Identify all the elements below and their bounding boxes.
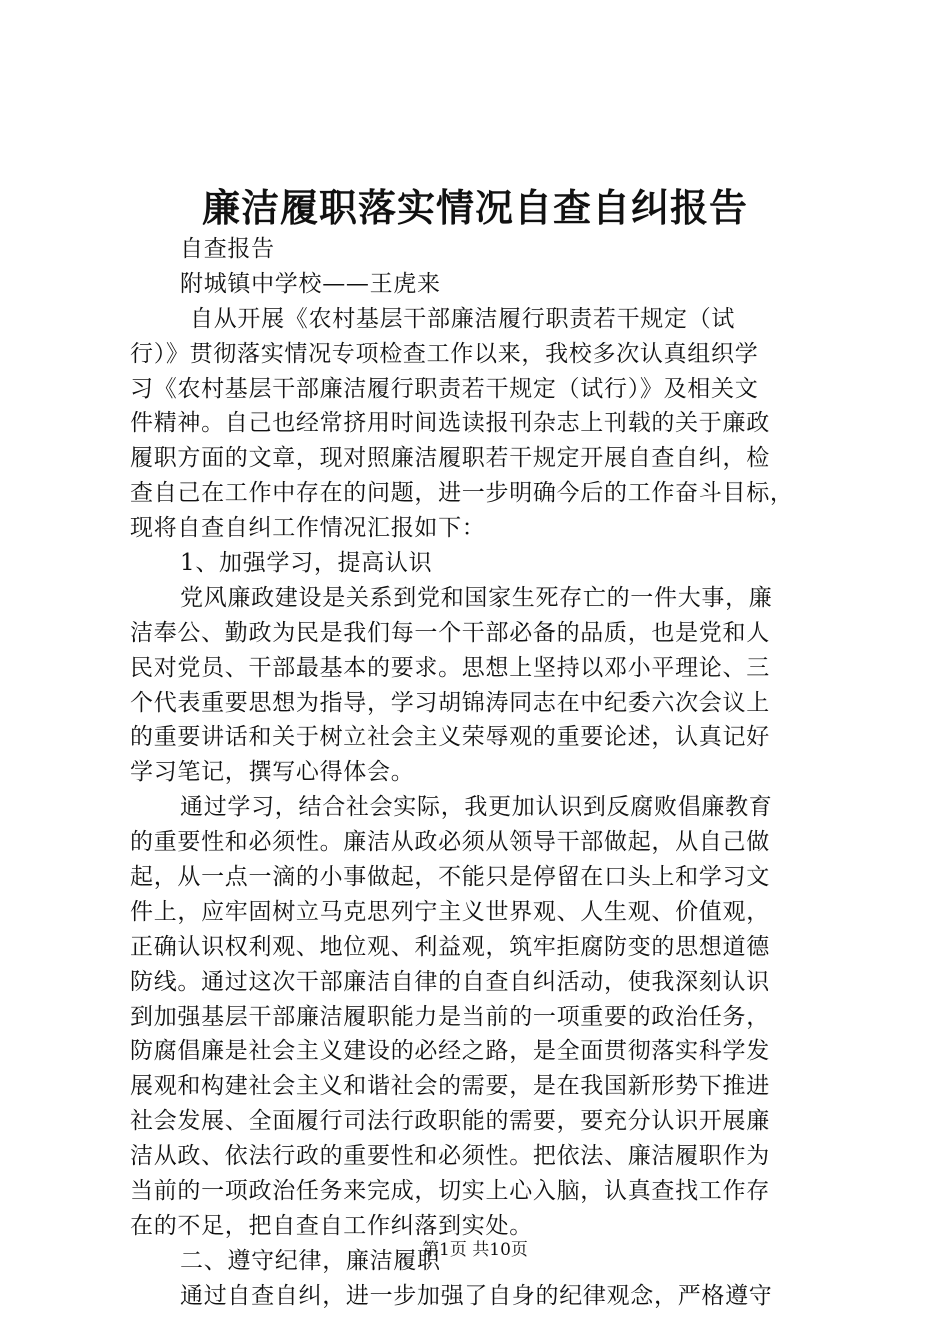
text-line: 履职方面的文章，现对照廉洁履职若干规定开展自查自纠，检: [130, 445, 770, 472]
text-line: 展观和构建社会主义和谐社会的需要，是在我国新形势下推进: [130, 1073, 770, 1100]
text-line: 现将自查自纠工作情况汇报如下：: [130, 515, 486, 542]
text-line: 件精神。自己也经常挤用时间选读报刊杂志上刊载的关于廉政: [130, 410, 770, 437]
text-line: 防线。通过这次干部廉洁自律的自查自纠活动，使我深刻认识: [130, 968, 770, 995]
document-title: 廉洁履职落实情况自查自纠报告: [201, 185, 748, 230]
text-line: 1、加强学习，提高认识: [180, 550, 433, 577]
text-line: 自从开展《农村基层干部廉洁履行职责若干规定（试: [190, 305, 736, 332]
text-line: 正确认识权利观、地位观、利益观，筑牢拒腐防变的思想道德: [130, 933, 770, 960]
text-line: 起，从一点一滴的小事做起，不能只是停留在口头上和学习文: [130, 864, 770, 891]
text-line: 的重要性和必须性。廉洁从政必须从领导干部做起，从自己做: [130, 829, 770, 856]
text-line: 通过自查自纠，进一步加强了自身的纪律观念，严格遵守: [180, 1282, 773, 1309]
document-body: [130, 232, 828, 1314]
page-footer: 第1页 共10页: [422, 1240, 528, 1260]
text-line: 二、遵守纪律，廉洁履职: [180, 1247, 441, 1274]
text-line: 到加强基层干部廉洁履职能力是当前的一项重要的政治任务，: [130, 1003, 770, 1030]
text-line: 洁从政、依法行政的重要性和必须性。把依法、廉洁履职作为: [130, 1143, 770, 1170]
text-line: 自查报告: [180, 236, 275, 262]
text-line: 行）》贯彻落实情况专项检查工作以来，我校多次认真组织学: [130, 340, 759, 367]
text-line: 在的不足，把自查自工作纠落到实处。: [130, 1212, 533, 1239]
text-line: 个代表重要思想为指导，学习胡锦涛同志在中纪委六次会议上: [130, 689, 770, 716]
text-line: 防腐倡廉是社会主义建设的必经之路，是全面贯彻落实科学发: [130, 1038, 770, 1065]
text-line: 通过学习，结合社会实际，我更加认识到反腐败倡廉教育: [180, 794, 773, 821]
text-line: 的重要讲话和关于树立社会主义荣辱观的重要论述，认真记好: [130, 724, 770, 751]
text-line: 洁奉公、勤政为民是我们每一个干部必备的品质，也是党和人: [130, 619, 770, 646]
text-line: 习《农村基层干部廉洁履行职责若干规定（试行）》及相关文: [130, 375, 759, 402]
text-line: 民对党员、干部最基本的要求。思想上坚持以邓小平理论、三: [130, 654, 770, 681]
text-line: 学习笔记，撰写心得体会。: [130, 759, 415, 786]
text-line: 社会发展、全面履行司法行政职能的需要，要充分认识开展廉: [130, 1108, 770, 1135]
text-line: 当前的一项政治任务来完成，切实上心入脑，认真查找工作存: [130, 1178, 770, 1205]
text-line: 党风廉政建设是关系到党和国家生死存亡的一件大事，廉: [180, 584, 773, 611]
text-line: 查自己在工作中存在的问题，进一步明确今后的工作奋斗目标，: [130, 480, 794, 507]
text-line: 附城镇中学校——王虎来: [180, 270, 441, 297]
text-line: 件上，应牢固树立马克思列宁主义世界观、人生观、价值观，: [130, 898, 770, 925]
